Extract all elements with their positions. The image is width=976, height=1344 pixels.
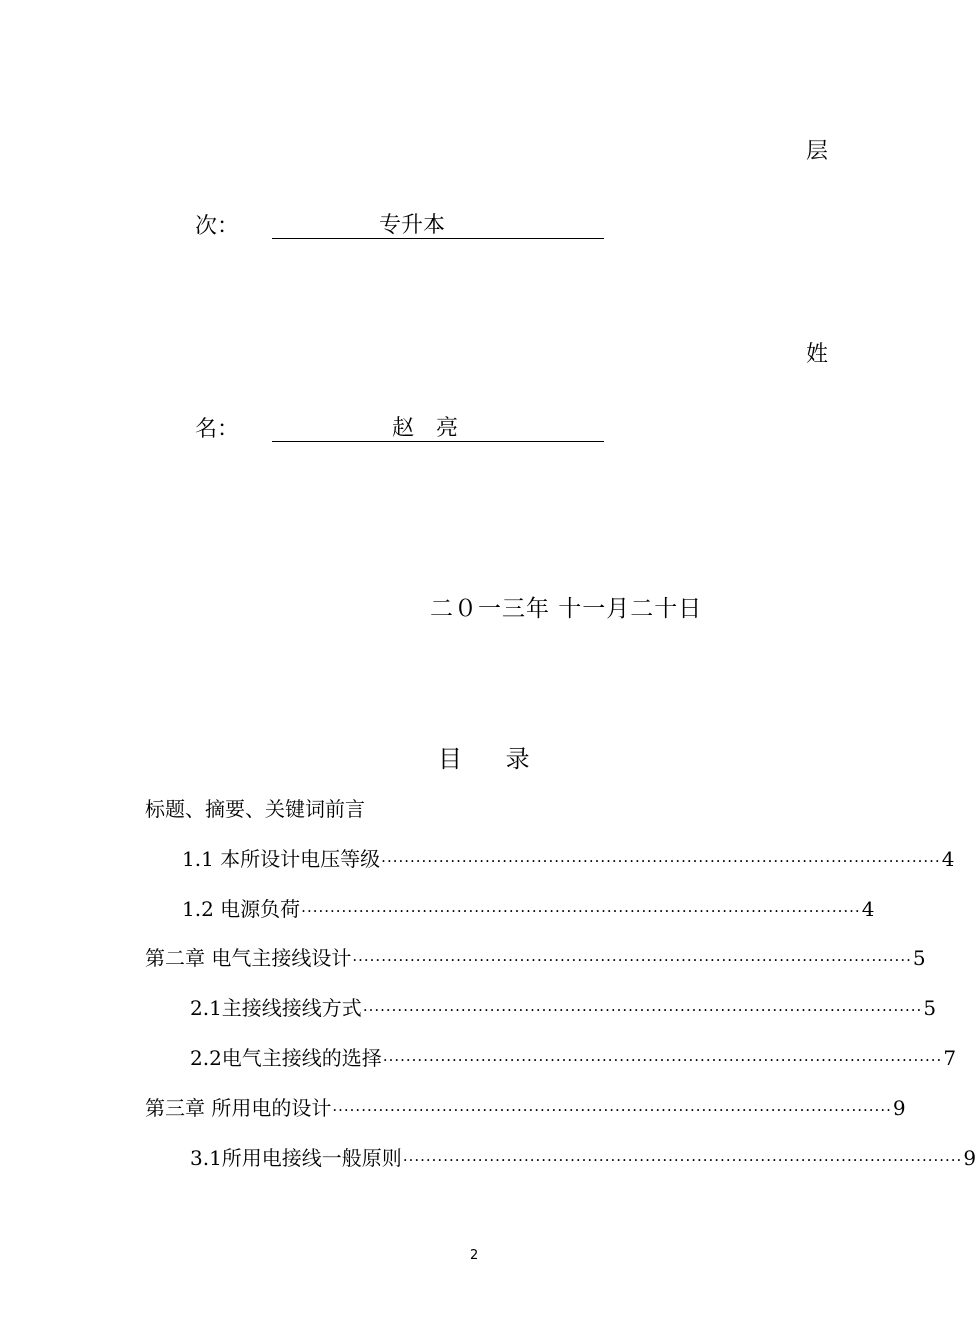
toc-entry-label: 1.2 电源负荷 — [182, 897, 301, 921]
toc-entry-label: 2.2电气主接线的选择 — [190, 1046, 382, 1070]
toc-entry-page: 9 — [963, 1146, 976, 1170]
toc-dot-leader: ································································································· — [332, 1101, 892, 1119]
toc-entry-label: 3.1所用电接线一般原则 — [190, 1146, 402, 1170]
toc-entry-page: 5 — [912, 946, 926, 970]
name-label-char-2: 名： — [195, 417, 240, 442]
toc-entry — [145, 796, 755, 822]
toc-entry-label: 标题、摘要、关键词前言 — [145, 797, 365, 821]
toc-dot-leader: ································································································· — [381, 852, 941, 870]
toc-entry — [190, 1045, 957, 1073]
toc-entry-label: 2.1主接线接线方式 — [190, 996, 362, 1020]
toc-dot-leader: ································································································· — [362, 1001, 923, 1019]
level-label-char-2: 次： — [195, 214, 240, 239]
toc-entry — [190, 995, 937, 1023]
toc-entry — [190, 1145, 976, 1173]
level-value: 专升本 — [378, 213, 445, 238]
toc-dot-leader: ································································································· — [382, 1051, 943, 1069]
page-number: 2 — [470, 1248, 479, 1263]
toc-title: 目 录 — [438, 745, 548, 773]
toc-dot-leader: ································································································· — [402, 1151, 963, 1169]
name-underline — [272, 441, 604, 442]
name-label-char-1: 姓 — [806, 342, 829, 367]
toc-entry-page: 4 — [861, 897, 875, 921]
level-label-char-1: 层 — [806, 139, 829, 164]
toc-entry-page: 7 — [943, 1046, 957, 1070]
toc-entry-page: 4 — [941, 847, 955, 871]
toc-entry-label: 1.1 本所设计电压等级 — [182, 847, 381, 871]
toc-dot-leader: ································································································· — [301, 902, 861, 920]
toc-entry — [145, 945, 926, 973]
toc-entry — [182, 896, 875, 924]
toc-entry-page: 9 — [892, 1096, 906, 1120]
level-underline — [272, 238, 604, 239]
toc-entry-label: 第二章 电气主接线设计 — [145, 946, 352, 970]
toc-entry — [145, 1095, 906, 1123]
toc-entry-label: 第三章 所用电的设计 — [145, 1096, 332, 1120]
cover-date: 二０一三年 十一月二十日 — [430, 596, 703, 622]
toc-dot-leader: ································································································· — [352, 951, 912, 969]
toc-entry-page: 5 — [923, 996, 937, 1020]
toc-entry — [182, 846, 955, 874]
name-value: 赵 亮 — [391, 416, 458, 441]
